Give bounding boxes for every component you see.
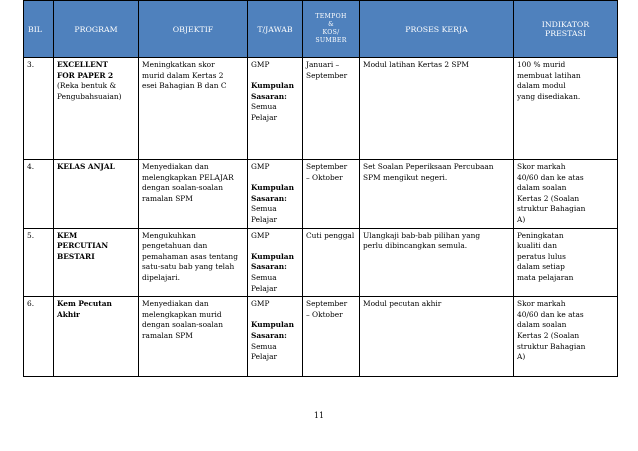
objektif-text-line: Menyediakan dan [142, 162, 209, 171]
tjawab-label [251, 81, 299, 102]
tempoh-text-line: Januari – [306, 60, 340, 69]
cell-tjawab [248, 297, 303, 377]
program-title-line: Kem Pecutan [57, 299, 112, 309]
table-header-row [24, 1, 618, 58]
objektif-text [142, 299, 244, 341]
table-row [24, 228, 618, 297]
cell-proses [360, 228, 514, 297]
tjawab-label [251, 252, 299, 273]
header-tjawab: T/JAWAB [248, 1, 303, 58]
program-title [57, 231, 135, 263]
objektif-text-line: esei Bahagian B dan C [142, 81, 227, 91]
indikator-text-line: Skor markah [517, 162, 566, 171]
objektif-text-line: pengetahuan dan [142, 241, 208, 251]
objektif-text-line: dengan soalan-soalan [142, 320, 223, 330]
proses-text-line: Set Soalan Peperiksaan Percubaan [363, 162, 494, 171]
indikator-text-line: Kertas 2 (Soalan [517, 193, 580, 203]
indikator-text-line: 40/60 dan ke atas [517, 309, 584, 319]
tempoh-text-line: September [306, 299, 348, 309]
cell-tempoh [303, 160, 360, 229]
proses-text-line: Ulangkaji bab-bab pilihan yang [363, 230, 481, 240]
tjawab-label-line: Kumpulan [251, 183, 294, 193]
header-proses: PROSES KERJA [360, 1, 514, 58]
table-row [24, 297, 618, 377]
program-title-line: EXCELLENT [57, 60, 109, 69]
indikator-text [517, 231, 614, 284]
cell-indikator [514, 58, 618, 160]
cell-tjawab [248, 228, 303, 297]
program-title-line: Akhir [57, 309, 80, 319]
tjawab-label-line: Sasaran: [251, 330, 287, 340]
objektif-text-line: Mengukuhkan [142, 230, 196, 240]
indikator-text-line: Kertas 2 (Soalan [517, 330, 580, 340]
indikator-text-line: kualiti dan [517, 241, 557, 251]
objektif-text-line: dengan soalan-soalan [142, 183, 223, 193]
tempoh-text-line: September [306, 162, 348, 171]
program-subtitle [57, 81, 135, 102]
tempoh-text [306, 299, 356, 320]
table-row [24, 160, 618, 229]
indikator-text [517, 60, 614, 102]
cell-program [54, 160, 139, 229]
cell-objektif [139, 58, 248, 160]
cell-tempoh [303, 228, 360, 297]
tempoh-text-line: Cuti penggal [306, 230, 355, 240]
tjawab-spacer [251, 310, 299, 321]
tjawab-value [251, 342, 299, 363]
proses-text-line: SPM mengikut negeri. [363, 172, 448, 182]
proses-text [363, 299, 510, 310]
tjawab-main: GMP [251, 299, 270, 309]
tjawab-main: GMP [251, 230, 270, 240]
objektif-text-line: dipelajari. [142, 272, 180, 282]
cell-tjawab [248, 160, 303, 229]
header-indikator-line: INDIKATOR [541, 20, 590, 29]
tjawab-label [251, 320, 299, 341]
tjawab-value-line: Semua [251, 204, 277, 214]
bil-text: 4. [27, 162, 35, 171]
indikator-text-line: A) [517, 352, 526, 362]
proses-text-line: Modul latihan Kertas 2 SPM [363, 60, 470, 69]
tjawab-main: GMP [251, 60, 270, 69]
tempoh-text-line: September [306, 70, 348, 80]
cell-proses [360, 58, 514, 160]
cell-program [54, 228, 139, 297]
tjawab-spacer [251, 71, 299, 82]
header-tempoh-line: & [328, 20, 334, 28]
program-title [57, 162, 135, 173]
indikator-text-line: Peningkatan [517, 230, 564, 240]
objektif-text [142, 162, 244, 204]
header-indikator [514, 1, 618, 58]
program-title-line: KEM [57, 230, 78, 240]
tempoh-text-line: – Oktober [306, 309, 343, 319]
proses-text-line: perlu dibincangkan semula. [363, 241, 468, 251]
header-objektif: OBJEKTIF [139, 1, 248, 58]
program-title-line: PERCUTIAN [57, 241, 109, 251]
objektif-text-line: satu-satu bab yang telah [142, 262, 235, 272]
tjawab-value-line: Semua [251, 102, 277, 112]
header-tempoh-line: SUMBER [315, 37, 347, 45]
indikator-text-line: yang disediakan. [517, 91, 581, 101]
cell-proses [360, 297, 514, 377]
cell-tempoh [303, 297, 360, 377]
objektif-text-line: murid dalam Kertas 2 [142, 70, 224, 80]
indikator-text-line: A) [517, 214, 526, 224]
indikator-text-line: Skor markah [517, 299, 566, 309]
objektif-text [142, 60, 244, 92]
proses-text [363, 231, 510, 252]
cell-indikator [514, 160, 618, 229]
cell-program [54, 58, 139, 160]
program-subtitle-line: (Reka bentuk & [57, 81, 117, 91]
bil-text: 6. [27, 299, 35, 309]
tjawab-value-line: Semua [251, 341, 277, 351]
header-bil: BIL [24, 1, 54, 58]
objektif-text-line: ramalan SPM [142, 330, 193, 340]
tjawab-label-line: Sasaran: [251, 262, 287, 272]
tjawab-value [251, 273, 299, 294]
program-subtitle-line: Pengubahsuaian) [57, 91, 122, 101]
program-title-line: KELAS ANJAL [57, 162, 115, 171]
tjawab-main: GMP [251, 162, 270, 171]
tjawab-value-line: Pelajar [251, 283, 278, 293]
indikator-text-line: 40/60 dan ke atas [517, 172, 584, 182]
tjawab-value-line: Semua [251, 272, 277, 282]
indikator-text-line: 100 % murid [517, 60, 566, 69]
proses-text [363, 60, 510, 71]
objektif-text-line: Meningkatkan skor [142, 60, 215, 69]
cell-tjawab [248, 58, 303, 160]
cell-indikator [514, 297, 618, 377]
indikator-text-line: membuat latihan [517, 70, 581, 80]
cell-indikator [514, 228, 618, 297]
cell-bil [24, 297, 54, 377]
page-number: 11 [313, 411, 325, 420]
cell-objektif [139, 297, 248, 377]
tempoh-text [306, 162, 356, 183]
tjawab-label-line: Kumpulan [251, 320, 294, 330]
indikator-text-line: struktur Bahagian [517, 341, 586, 351]
indikator-text-line: dalam soalan [517, 320, 567, 330]
objektif-text-line: melengkapkan murid [142, 309, 222, 319]
objektif-text [142, 231, 244, 284]
indikator-text-line: dalam setiap [517, 262, 565, 272]
objektif-text-line: pemahaman asas tentang [142, 251, 238, 261]
cell-bil [24, 58, 54, 160]
header-tempoh-line: TEMPOH [315, 12, 347, 20]
program-title-line: BESTARI [57, 251, 95, 261]
indikator-text [517, 299, 614, 363]
header-program: PROGRAM [54, 1, 139, 58]
cell-bil [24, 160, 54, 229]
tjawab-label-line: Kumpulan [251, 251, 294, 261]
header-indikator-line: PRESTASI [545, 29, 586, 38]
tjawab-spacer [251, 173, 299, 184]
indikator-text [517, 162, 614, 226]
program-table [23, 0, 618, 377]
program-title [57, 60, 135, 81]
tjawab-value [251, 204, 299, 225]
bil-text: 5. [27, 230, 35, 240]
table-body [24, 58, 618, 377]
cell-bil [24, 228, 54, 297]
table-row [24, 58, 618, 160]
bil-text: 3. [27, 60, 35, 69]
header-tempoh [303, 1, 360, 58]
cell-tempoh [303, 58, 360, 160]
indikator-text-line: peratus lulus [517, 251, 566, 261]
tempoh-text-line: – Oktober [306, 172, 343, 182]
indikator-text-line: mata pelajaran [517, 272, 574, 282]
header-tempoh-line: KOS/ [322, 29, 340, 36]
cell-proses [360, 160, 514, 229]
tjawab-label-line: Kumpulan [251, 81, 294, 91]
indikator-text-line: struktur Bahagian [517, 204, 586, 214]
tjawab-label-line: Sasaran: [251, 91, 287, 101]
objektif-text-line: Menyediakan dan [142, 299, 209, 309]
tjawab-value [251, 102, 299, 123]
indikator-text-line: dalam modul [517, 81, 566, 91]
cell-program [54, 297, 139, 377]
objektif-text-line: melengkapkan PELAJAR [142, 172, 234, 182]
objektif-text-line: ramalan SPM [142, 193, 193, 203]
tjawab-label [251, 183, 299, 204]
indikator-text-line: dalam soalan [517, 183, 567, 193]
tjawab-spacer [251, 241, 299, 252]
tempoh-text [306, 60, 356, 81]
program-title [57, 299, 135, 320]
tjawab-value-line: Pelajar [251, 352, 278, 362]
proses-text-line: Modul pecutan akhir [363, 299, 442, 309]
tjawab-value-line: Pelajar [251, 112, 278, 122]
cell-objektif [139, 228, 248, 297]
tjawab-value-line: Pelajar [251, 214, 278, 224]
tempoh-text [306, 231, 356, 242]
proses-text [363, 162, 510, 183]
program-title-line: FOR PAPER 2 [57, 70, 114, 80]
tjawab-label-line: Sasaran: [251, 193, 287, 203]
cell-objektif [139, 160, 248, 229]
